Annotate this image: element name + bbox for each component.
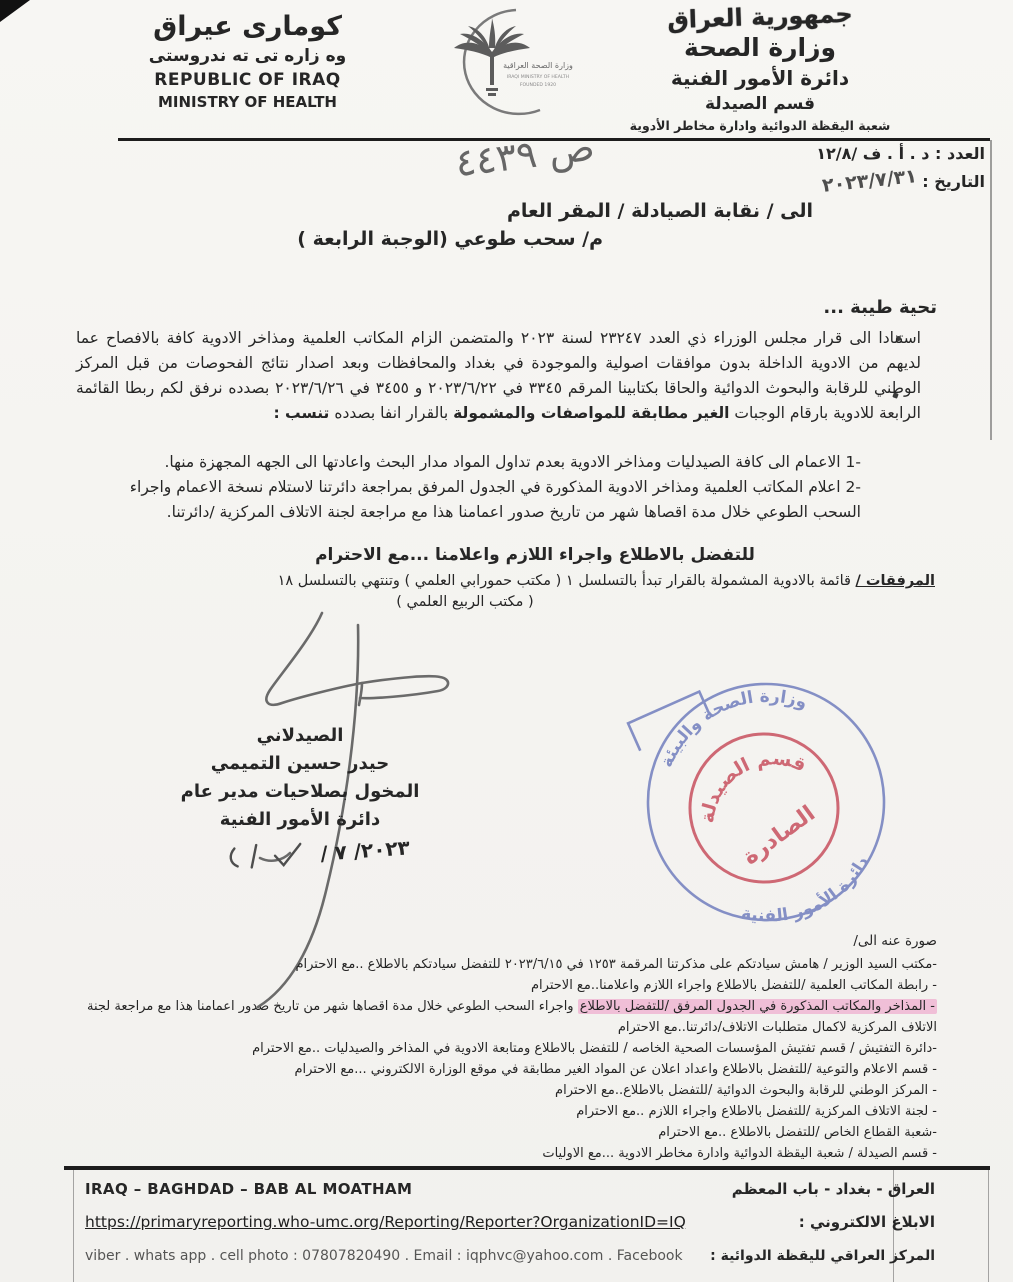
official-stamps xyxy=(596,660,932,956)
footer-border-right xyxy=(988,1170,989,1282)
cc-item-inspection-directorate: -دائرة التفتيش / قسم تفتيش المؤسسات الصحية الخاصه / للتفضل بالاطلاع ومتابعة الادوية في المذاخر والصيدليات ..مع الاحترام xyxy=(252,1041,937,1056)
cc-list xyxy=(77,954,937,1164)
cc-item-private-sector-division: -شعبة القطاع الخاص /للتفضل بالاطلاع ..مع الاحترام xyxy=(658,1125,937,1140)
blue-stamp-top-text: وزارة الصحة والبيئة xyxy=(656,686,810,771)
greeting-line: تحية طيبة ... xyxy=(823,297,937,318)
directives-list xyxy=(86,450,861,525)
cc-label: صورة عنه الى/ xyxy=(853,933,937,949)
footer-ereporting-label: الابلاغ الالكتروني : xyxy=(798,1213,935,1231)
ref-date xyxy=(820,165,985,197)
cc-item-media-department: - قسم الاعلام والتوعية /للتفضل بالاطلاع واعداد اعلان عن المواد الغير مطابقة في موقع الوزارة الالكتروني ...مع الاحترام xyxy=(294,1062,937,1077)
blue-stamp xyxy=(606,660,925,956)
kurdish-title: کوماری عیراق xyxy=(153,11,342,42)
cc-item-highlight: - المذاخر والمكاتب المذكورة في الجدول المرفق /للتفضل بالاطلاع xyxy=(579,999,935,1014)
directive-text-2: اعلام المكاتب العلمية ومذاخر الادوية المذكورة في الجدول المرفق بمراجعة دائرتنا لاستلام نسخة الاعمام واجراء السحب الطوعي خلال مدة اقصاها شهر من تاريخ صدور اعمامنا هذا مع مراجعة لجنة الاتلاف المركزية /دائرتنا. xyxy=(129,478,861,521)
signature-block xyxy=(170,722,430,834)
english-subtitle: MINISTRY OF HEALTH xyxy=(158,93,337,111)
scan-edge-line xyxy=(990,140,992,440)
body-bold-phrase: الغير مطابقة للمواصفات والمشمولة xyxy=(453,404,730,422)
signature-date-text: ٢٠٢٣/ ٧ / xyxy=(319,835,411,866)
directive-item-1 xyxy=(86,450,861,475)
body-text-2: بالقرار انفا بصدده xyxy=(329,404,454,422)
cc-item-national-center: - المركز الوطني للرقابة والبحوث الدوائية /للتفضل بالاطلاع..مع الاحترام xyxy=(555,1083,937,1098)
technical-affairs-directorate: دائرة الأمور الفنية xyxy=(670,66,850,90)
signer-name: حيدر حسين التميمي xyxy=(210,753,390,774)
header-left-block xyxy=(140,10,355,113)
header-right-block xyxy=(620,2,900,136)
footer-reporting-url: https://primaryreporting.who-umc.org/Reporting/Reporter?OrganizationID=IQ xyxy=(85,1213,686,1231)
scan-corner-mark xyxy=(0,0,30,22)
ref-number: العدد : د . أ . ف /١٢/٨ xyxy=(816,144,985,163)
english-title: REPUBLIC OF IRAQ xyxy=(154,70,341,90)
body-bold-directive: تنسب : xyxy=(273,404,330,422)
cc-item-pharmacy-division: - قسم الصيدلة / شعبة اليقظة الدوائية وادارة مخاطر الادوية ...مع الاوليات xyxy=(542,1146,937,1161)
attachments-text-2: ( مكتب الربيع العلمي ) xyxy=(396,594,534,610)
cc-item-minister-office: -مكتب السيد الوزير / هامش سيادتكم على مذكرتنا المرقمة ١٢٥٣ في ٢٠٢٣/٦/١٥ للتفضل سيادتكم بالاطلاع ..مع الاحترام xyxy=(295,957,937,972)
signature-date-handwriting xyxy=(222,837,314,877)
ministry-emblem xyxy=(420,2,595,127)
cc-item-scientific-offices-assoc: - رابطة المكاتب العلمية /للتفضل بالاطلاع واجراء اللازم واعلامنا..مع الاحترام xyxy=(530,978,937,993)
cc-item-highlight-rest: واجراء السحب الطوعي خلال مدة اقصاها شهر من تاريخ صدور اعمامنا هذا مع مراجعة لجنة الاتلاف المركزية لاكمال متطلبات الاتلاف/دائرتنا..مع الاحترام xyxy=(86,999,937,1035)
republic-of-iraq-calligraphy: جمهورية العراق xyxy=(666,0,854,35)
footer-divider xyxy=(64,1166,990,1170)
emblem-founded-text: FOUNDED 1920 xyxy=(519,83,557,88)
pharmacy-department: قسم الصيدلة xyxy=(704,94,816,114)
body-paragraph xyxy=(76,326,921,426)
footer-address-en: IRAQ – BAGHDAD – BAB AL MOATHAM xyxy=(85,1180,413,1198)
attachments-text: قائمة بالادوية المشمولة بالقرار تبدأ بالتسلسل ١ ( مكتب حمورابي العلمي ) وتنتهي بالتسلسل ١٨ xyxy=(277,573,851,589)
directive-item-2 xyxy=(86,475,861,525)
emblem-arabic-text: وزارة الصحة العراقية xyxy=(503,61,573,70)
red-stamp-top-text: قسم الصيدلة xyxy=(696,747,810,825)
body-text-1: استنادا الى قرار مجلس الوزراء ذي العدد ٢٣٢٤٧ لسنة ٢٠٢٣ والمتضمن الزام المكاتب العلمية ومذاخر الادوية كافة بالافصاح عما لديهم من الادوية الداخلة بدون موافقات اصولية والموجودة في بغداد والمحافظات وبعد اصدار نتائج الفحوصات من قبل المركز الوطني للرقابة والبحوث الدوائية والحاقا بكتابينا المرقم ٣٣٤٥ في ٢٠٢٣/٦/٢٢ و ٣٤٥٥ في ٢٠٢٣/٦/٢٦ بصدده نرفق لكم ربطا القائمة الرابعة للادوية بارقام الوجبات xyxy=(76,329,922,422)
directive-number-1: 1- xyxy=(845,453,861,471)
directive-number-2: 2- xyxy=(845,478,861,496)
signer-title: الصيدلاني xyxy=(256,725,344,746)
emblem-english-text: IRAQI MINISTRY OF HEALTH xyxy=(506,75,570,80)
red-stamp-center-text: الصادرة xyxy=(738,801,820,871)
addressee-line: الى / نقابة الصيادلة / المقر العام xyxy=(506,200,813,222)
emblem-text xyxy=(503,61,573,88)
attachments-label: المرفقات / xyxy=(855,573,935,589)
attachments-line xyxy=(75,570,935,593)
blue-stamp-bottom-text: دائرة الأمور الفنية xyxy=(739,853,874,927)
footer-border-left xyxy=(73,1170,74,1282)
directive-text-1: الاعمام الى كافة الصيدليات ومذاخر الادوية بعدم تداول المواد مدار البحث واعادتها الى الجهه المجهزة منها. xyxy=(164,453,841,471)
ref-date-handwritten: ٢٠٢٣/٧/٣١ xyxy=(820,165,918,197)
footer-address-ar: العراق - بغداد - باب المعظم xyxy=(731,1180,935,1198)
footer-pharmacovigilance-center-label: المركز العراقي لليقظة الدوائية : xyxy=(710,1248,935,1264)
cc-item-destruction-committee: - لجنة الاتلاف المركزية /للتفضل بالاطلاع واجراء اللازم ..مع الاحترام xyxy=(576,1104,937,1119)
ministry-of-health-ar: وزارة الصحة xyxy=(683,33,837,62)
signer-department: دائرة الأمور الفنية xyxy=(219,809,381,830)
signer-role: المخول بصلاحيات مدير عام xyxy=(180,781,420,802)
pharmacovigilance-division: شعبة اليقظة الدوائية وادارة مخاطر الأدوية xyxy=(629,118,891,133)
kurdish-subtitle: وه زاره تی ته ندروستی xyxy=(148,46,347,66)
signature-hook xyxy=(359,683,362,705)
cc-item-drugstores-highlighted xyxy=(77,996,937,1038)
handwritten-ref-number: ص ٤٤٣٩ xyxy=(452,124,597,186)
footer-contacts: viber . whats app . cell photo : 07807820490 . Email : iqphvc@yahoo.com . Facebook xyxy=(85,1248,683,1264)
subject-line: م/ سحب طوعي (الوجبة الرابعة ) xyxy=(297,228,603,250)
closing-line: للتفضل بالاطلاع واجراء اللازم واعلامنا ...مع الاحترام xyxy=(315,545,755,565)
ref-date-label: التاريخ : xyxy=(922,172,985,191)
